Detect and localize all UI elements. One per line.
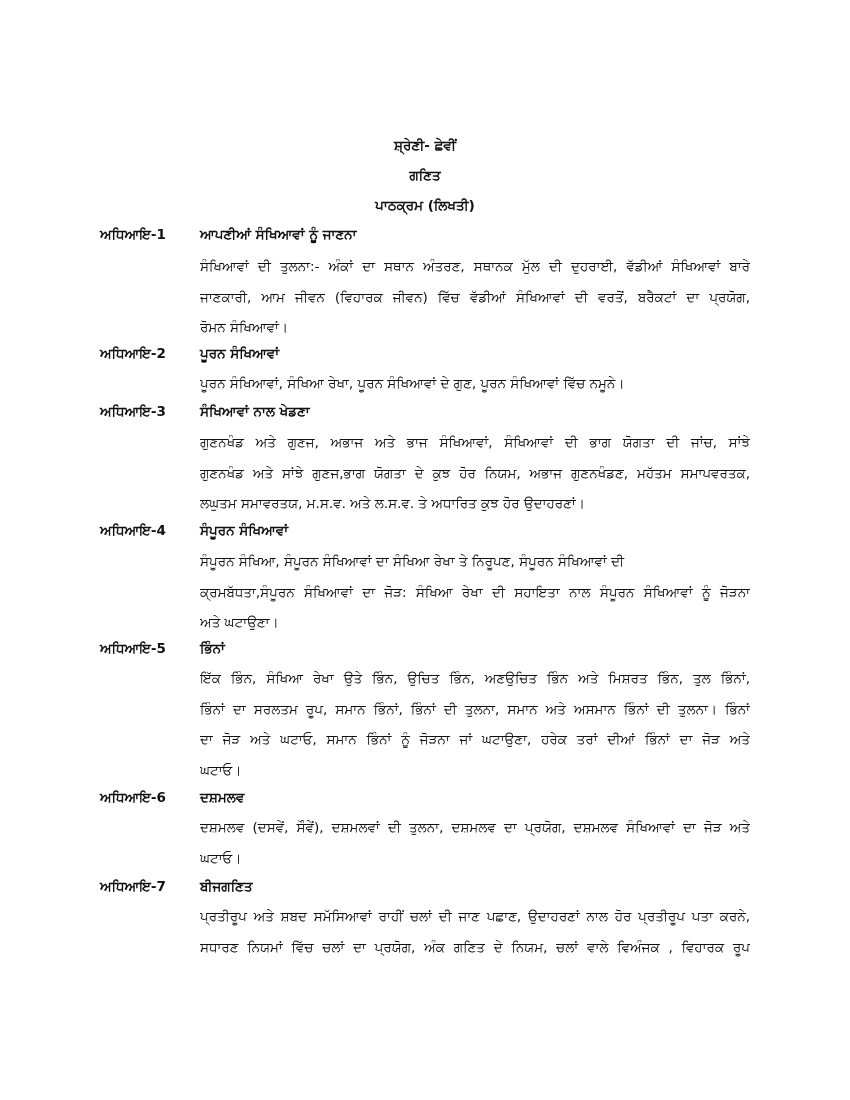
chapter-label: ਅਧਿਆਇ-2: [100, 346, 166, 362]
content-line: ਘਟਾਓ।: [200, 850, 242, 867]
content-line: ਗੁਣਨਖੰਡ ਅਤੇ ਗੁਣਜ, ਅਭਾਜ ਅਤੇ ਭਾਜ ਸੰਖਿਆਵਾਂ, ਸੰਖਿਆਵਾਂ ਦੀ ਭਾਗ ਯੋਗਤਾ ਦੀ ਜਾਂਚ, ਸਾਂਝੇ: [200, 435, 750, 451]
content-line: ਭਿੰਨਾਂ ਦਾ ਸਰਲਤਮ ਰੂਪ, ਸਮਾਨ ਭਿੰਨਾਂ, ਭਿੰਨਾਂ ਦੀ ਤੁਲਨਾ, ਸਮਾਨ ਅਤੇ ਅਸਮਾਨ ਭਿੰਨਾਂ ਦੀ ਤੁਲਨਾ। ਭਿੰਨਾਂ: [200, 701, 750, 718]
content-line: ਜਾਣਕਾਰੀ, ਆਮ ਜੀਵਨ (ਵਿਹਾਰਕ ਜੀਵਨ) ਵਿੱਚ ਵੱਡੀਆਂ ਸੰਖਿਆਵਾਂ ਦੀ ਵਰਤੋਂ, ਬਰੈਕਟਾਂ ਦਾ ਪ੍ਰਯੋਗ,: [200, 289, 750, 306]
content-line: ਗੁਣਨਖੰਡ ਅਤੇ ਸਾਂਝੇ ਗੁਣਜ,ਭਾਗ ਯੋਗਤਾ ਦੇ ਕੁਝ ਹੋਰ ਨਿਯਮ, ਅਭਾਜ ਗੁਣਨਖੰਡਣ, ਮਹੱਤਮ ਸਮਾਪਵਰਤਕ,: [200, 465, 750, 482]
chapter-label: ਅਧਿਆਇ-1: [100, 227, 166, 243]
chapter-label: ਅਧਿਆਇ-5: [100, 641, 166, 657]
content-line: ਸੰਖਿਆਵਾਂ ਦੀ ਤੁਲਨਾ:- ਅੰਕਾਂ ਦਾ ਸਥਾਨ ਅੰਤਰਣ, ਸਥਾਨਕ ਮੁੱਲ ਦੀ ਦੁਹਰਾਈ, ਵੱਡੀਆਂ ਸੰਖਿਆਵਾਂ ਬਾਰੇ: [200, 259, 750, 275]
chapter-title: ਭਿੰਨਾਂ: [200, 641, 225, 657]
chapter-content: [200, 369, 750, 400]
content-line: ਘਟਾਓ।: [200, 762, 242, 779]
chapter-content: [200, 813, 750, 874]
subject-heading: ਗਣਿਤ: [409, 168, 441, 184]
chapter-label: ਅਧਿਆਇ-3: [100, 404, 166, 420]
chapter-content: [200, 428, 750, 520]
content-line: ਅਤੇ ਘਟਾਉਣਾ।: [200, 615, 279, 631]
chapter-label: ਅਧਿਆਇ-7: [100, 879, 166, 895]
chapter-content: [200, 252, 750, 344]
chapter-label: ਅਧਿਆਇ-4: [100, 523, 166, 539]
chapter-title: ਆਪਣੀਆਂ ਸੰਖਿਆਵਾਂ ਨੂੰ ਜਾਣਨਾ: [200, 227, 357, 243]
content-line: ਪੂਰਨ ਸੰਖਿਆਵਾਂ, ਸੰਖਿਆ ਰੇਖਾ, ਪੂਰਨ ਸੰਖਿਆਵਾਂ ਦੇ ਗੁਣ, ਪੂਰਨ ਸੰਖਿਆਵਾਂ ਵਿੱਚ ਨਮੂਨੇ।: [200, 376, 625, 392]
content-line: ਦਸ਼ਮਲਵ (ਦਸਵੇਂ, ਸੌਵੇਂ), ਦਸ਼ਮਲਵਾਂ ਦੀ ਤੁਲਨਾ, ਦਸ਼ਮਲਵ ਦਾ ਪ੍ਰਯੋਗ, ਦਸ਼ਮਲਵ ਸੰਖਿਆਵਾਂ ਦਾ ਜੋੜ ਅਤੇ: [200, 820, 750, 836]
chapter-content: [200, 547, 750, 639]
content-line: ਪ੍ਰਤੀਰੂਪ ਅਤੇ ਸ਼ਬਦ ਸਮੱਸਿਆਵਾਂ ਰਾਹੀਂ ਚਲਾਂ ਦੀ ਜਾਣ ਪਛਾਣ, ਉਦਾਹਰਣਾਂ ਨਾਲ ਹੋਰ ਪ੍ਰਤੀਰੂਪ ਪਤਾ ਕਰਨੇ,: [200, 909, 750, 925]
content-line: ਰੋਮਨ ਸੰਖਿਆਵਾਂ।: [200, 320, 288, 336]
chapter-title: ਪੂਰਨ ਸੰਖਿਆਵਾਂ: [200, 346, 280, 362]
chapter-content: [200, 902, 750, 963]
content-line: ਸਧਾਰਣ ਨਿਯਮਾਂ ਵਿੱਚ ਚਲਾਂ ਦਾ ਪ੍ਰਯੋਗ, ਅੰਕ ਗਣਿਤ ਦੇ ਨਿਯਮ, ਚਲਾਂ ਵਾਲੇ ਵਿਅੰਜਕ , ਵਿਹਾਰਕ ਰੂਪ: [200, 939, 750, 956]
chapter-title: ਸੰਖਿਆਵਾਂ ਨਾਲ ਖੇਡਣਾ: [200, 404, 310, 420]
content-line: ਲਘੁਤਮ ਸਮਾਵਰਤਯ, ਮ.ਸ.ਵ. ਅਤੇ ਲ.ਸ.ਵ. ਤੇ ਅਧਾਰਿਤ ਕੁਝ ਹੋਰ ਉਦਾਹਰਣਾਂ।: [200, 496, 585, 512]
content-line: ਕ੍ਰਮਬੱਧਤਾ,ਸੰਪੂਰਨ ਸੰਖਿਆਵਾਂ ਦਾ ਜੋੜ: ਸੰਖਿਆ ਰੇਖਾ ਦੀ ਸਹਾਇਤਾ ਨਾਲ ਸੰਪੂਰਨ ਸੰਖਿਆਵਾਂ ਨੂੰ ਜੋੜਨਾ: [200, 584, 750, 601]
content-line: ਦਾ ਜੋੜ ਅਤੇ ਘਟਾਓ, ਸਮਾਨ ਭਿੰਨਾਂ ਨੂੰ ਜੋੜਨਾ ਜਾਂ ਘਟਾਉਣਾ, ਹਰੇਕ ਤਰਾਂ ਦੀਆਂ ਭਿੰਨਾਂ ਦਾ ਜੋੜ ਅਤੇ: [200, 732, 750, 748]
class-heading: ਸ਼੍ਰੇਣੀ- ਛੇਵੀਂ: [394, 138, 456, 154]
content-line: ਇੱਕ ਭਿੰਨ, ਸੰਖਿਆ ਰੇਖਾ ਉਤੇ ਭਿੰਨ, ਉਚਿਤ ਭਿੰਨ, ਅਣਉਚਿਤ ਭਿੰਨ ਅਤੇ ਮਿਸ਼ਰਤ ਭਿੰਨ, ਤੁਲ ਭਿੰਨਾਂ,: [200, 671, 750, 687]
syllabus-heading: ਪਾਠਕ੍ਰਮ (ਲਿਖਤੀ): [375, 198, 475, 214]
chapter-title: ਦਸ਼ਮਲਵ: [200, 790, 245, 806]
chapter-content: [200, 664, 750, 786]
chapter-label: ਅਧਿਆਇ-6: [100, 790, 166, 806]
content-line: ਸੰਪੂਰਨ ਸੰਖਿਆ, ਸੰਪੂਰਨ ਸੰਖਿਆਵਾਂ ਦਾ ਸੰਖਿਆ ਰੇਖਾ ਤੇ ਨਿਰੂਪਣ, ਸੰਪੂਰਨ ਸੰਖਿਆਵਾਂ ਦੀ: [200, 554, 625, 570]
chapter-title: ਸੰਪੂਰਨ ਸੰਖਿਆਵਾਂ: [200, 523, 289, 539]
chapter-title: ਬੀਜਗਣਿਤ: [200, 879, 253, 895]
